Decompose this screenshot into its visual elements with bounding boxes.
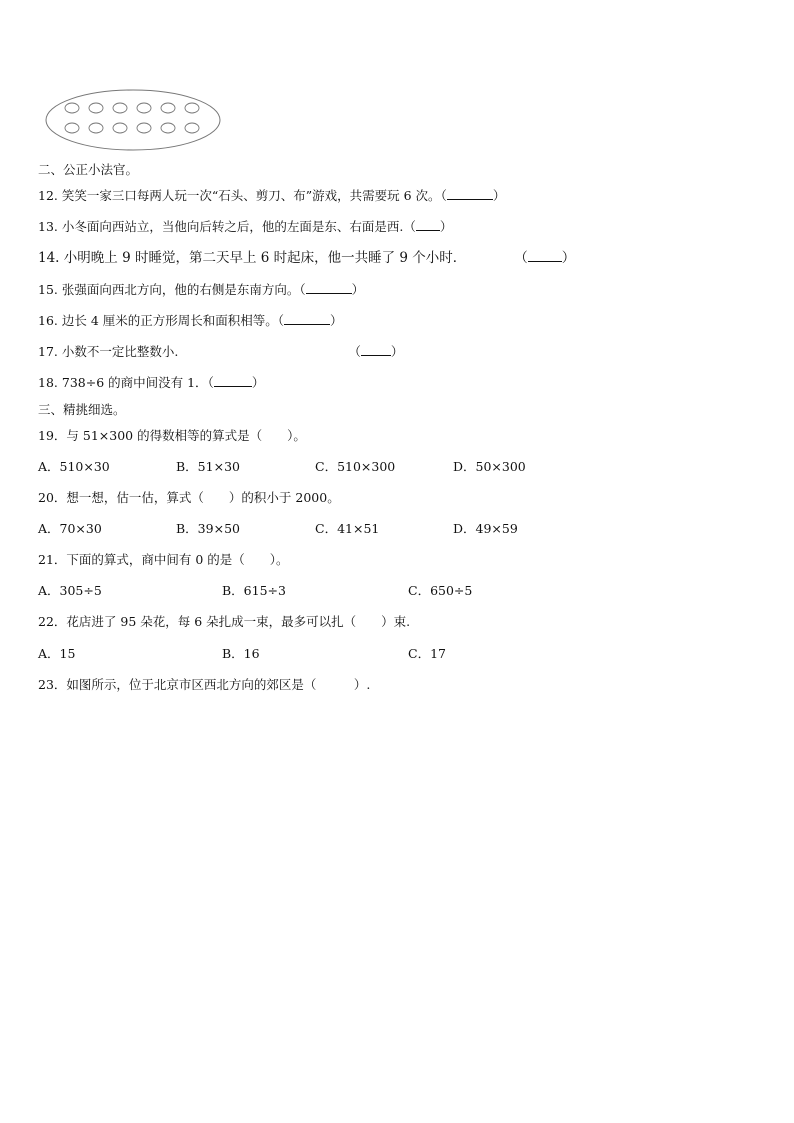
section3-title: 三、精挑细选。: [38, 402, 126, 417]
circle-group: [65, 103, 199, 133]
question-15: [38, 282, 364, 298]
answer-blank[interactable]: [361, 344, 391, 356]
question-text: 738÷6 的商中间没有 1．: [61, 375, 208, 390]
question-number: 12.: [38, 188, 58, 203]
paren-close: ）: [492, 188, 506, 203]
question-text: 小冬面向西站立，当他向后转之后，他的左面是东、右面是西.: [61, 219, 404, 234]
question-text: 边长 4 厘米的正方形周长和面积相等。: [61, 313, 278, 328]
paren-close: ）: [251, 375, 265, 390]
paren-open: （: [403, 219, 416, 234]
option-21-b[interactable]: B．615÷3: [222, 583, 286, 598]
question-text: 笑笑一家三口每两人玩一次“石头、剪刀、布”游戏，共需要玩 6 次。: [61, 188, 441, 203]
question-number: 15.: [38, 282, 58, 297]
option-19-c[interactable]: C．510×300: [315, 459, 396, 474]
small-circle: [161, 123, 175, 133]
small-circle: [89, 103, 103, 113]
question-18: [38, 375, 264, 391]
paren-close: ）: [439, 219, 453, 234]
section2-title: 二、公正小法官。: [38, 162, 139, 177]
question-text: 小明晚上 9 时睡觉，第二天早上 6 时起床，他一共睡了 9 个小时．: [63, 250, 467, 266]
answer-blank[interactable]: [447, 188, 493, 200]
question-text: 小数不一定比整数小.: [61, 344, 179, 359]
question-23-stem: 23．如图所示，位于北京市区西北方向的郊区是（ ）.: [38, 677, 371, 692]
option-22-b[interactable]: B．16: [222, 646, 260, 661]
answer-blank[interactable]: [306, 282, 352, 294]
small-circle: [65, 123, 79, 133]
question-19-stem: 19．与 51×300 的得数相等的算式是（ ）。: [38, 428, 306, 443]
small-circle: [113, 123, 127, 133]
paren-close: ）: [351, 282, 365, 297]
option-22-c[interactable]: C．17: [408, 646, 446, 661]
option-19-d[interactable]: D．50×300: [453, 459, 526, 474]
option-22-a[interactable]: A．15: [38, 646, 76, 661]
small-circle: [185, 103, 199, 113]
paren-open: （: [299, 282, 306, 297]
answer-blank[interactable]: [416, 219, 440, 231]
paren-close: ）: [390, 344, 404, 359]
paren-open: （: [348, 344, 361, 359]
question-12: [38, 188, 505, 204]
question-16: [38, 313, 343, 329]
question-21-stem: 21．下面的算式，商中间有 0 的是（ ）。: [38, 552, 289, 567]
option-20-b[interactable]: B．39×50: [176, 521, 240, 536]
question-20-stem: 20．想一想，估一估，算式（ ）的积小于 2000。: [38, 490, 340, 505]
question-17: [38, 344, 403, 360]
question-14: [38, 250, 575, 266]
small-circle: [65, 103, 79, 113]
small-circle: [137, 123, 151, 133]
oval-figure: [44, 88, 224, 152]
question-13: [38, 219, 452, 235]
question-number: 18.: [38, 375, 58, 390]
paren-open: （: [440, 188, 447, 203]
question-22-stem: 22．花店进了 95 朵花，每 6 朵扎成一束，最多可以扎（ ）束.: [38, 614, 411, 629]
small-circle: [113, 103, 127, 113]
question-number: 17.: [38, 344, 58, 359]
answer-blank[interactable]: [214, 375, 252, 387]
question-text: 张强面向西北方向，他的右侧是东南方向。: [61, 282, 300, 297]
question-number: 16.: [38, 313, 58, 328]
option-20-c[interactable]: C．41×51: [315, 521, 380, 536]
answer-blank[interactable]: [284, 313, 330, 325]
answer-blank[interactable]: [528, 250, 562, 262]
small-circle: [89, 123, 103, 133]
option-21-c[interactable]: C．650÷5: [408, 583, 473, 598]
paren-close: ）: [561, 250, 576, 266]
paren-open: （: [277, 313, 285, 328]
option-20-d[interactable]: D．49×59: [453, 521, 518, 536]
small-circle: [161, 103, 175, 113]
option-19-b[interactable]: B．51×30: [176, 459, 240, 474]
option-20-a[interactable]: A．70×30: [38, 521, 102, 536]
option-19-a[interactable]: A．510×30: [38, 459, 110, 474]
small-circle: [137, 103, 151, 113]
paren-open: （: [514, 250, 528, 266]
small-circle: [185, 123, 199, 133]
oval-outline: [46, 90, 220, 150]
option-21-a[interactable]: A．305÷5: [38, 583, 102, 598]
paren-open: （: [207, 375, 214, 390]
paren-close: ）: [330, 313, 343, 328]
question-number: 13.: [38, 219, 58, 234]
question-number: 14.: [38, 250, 60, 266]
